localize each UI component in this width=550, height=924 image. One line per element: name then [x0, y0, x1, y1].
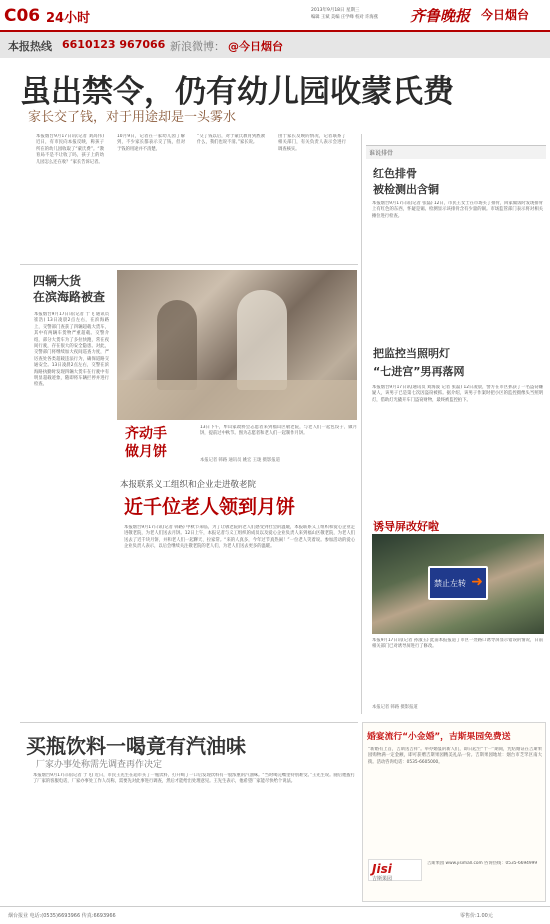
story-headline: 在滨海路被查: [33, 290, 106, 304]
lead-column-4: 由于家长反映的情况，记者联系了相关部门，有关负责人表示会进行调查核实。: [278, 134, 346, 152]
section-tag-label: 谁说排骨: [369, 150, 394, 157]
lead-column-3: “交了钱以后，对于蒙氏教育到底教什么，我们也说不清。”家长说。: [197, 134, 265, 146]
ad-body: “新婚有上首，吉斯送吉祥”。举办婚宴的新人们，即日起至“十一”期间，凭结婚证在吉斯果园购物满一定金额，即可获赠吉斯果园精美礼品一份。吉斯果园地址：烟台市芝罘区南大街。活动咨询电话：0535-6605000。: [368, 747, 542, 765]
story-headline: “七进宫”男再落网: [373, 365, 465, 378]
ad-title: 婚宴流行“小金婚”，吉斯果园免费送: [367, 732, 511, 742]
news-photo: [117, 270, 357, 420]
masthead: [0, 0, 550, 30]
story-body: 本报烟台9月17日讯(记者 于飞 通讯员 崔浩) 13日凌晨2点左右，在滨海路上，交警部门查获了四辆超载大货车，其中有两辆车货物严重超载。交警介绍，部分大货车为了多拉快跑，常在夜间行驶，存在很大的安全隐患。对此，交警部门将继续加大夜间巡查力度，严厉查处各类超载违法行为，确保道路交通安全。13日凌晨2点左右，交警在滨海路执勤时发现四辆大货车在行驶中有明显超载迹象，随即将车辆拦停并进行检查。: [34, 312, 109, 388]
weibo-handle: @今日烟台: [228, 40, 283, 53]
traffic-sign: [428, 566, 488, 600]
news-photo: [372, 534, 544, 634]
hotline-number: 6610123 967066: [62, 38, 166, 51]
story-headline: 红色排骨: [373, 167, 417, 180]
section-tag: [366, 145, 546, 159]
weibo-label: 新浪微博：: [170, 40, 225, 53]
story-body: 本报烟台9月17日讯(记者 于飞) 近日，市民王先生在超市买了一瓶饮料，打开喝了一口后发现饮料有一股浓重的汽油味。“当时喝完嘴里特别难受。”王先生说。随后他拨打了厂家的客服电话，厂家办事处工作人员称，需要先对此事进行调查，然后才能给出处理意见。王先生表示，他希望厂家能尽快给个说法。: [33, 773, 355, 785]
story-headline: 近千位老人领到月饼: [124, 496, 296, 518]
photo-figure: [237, 290, 287, 390]
story-body: 本报烟台9月17日讯(通讯员 刘海波 记者 张磊) 12日凌晨，警方在市区抓获了一名盗窃嫌疑人，该男子已是第七次因盗窃被抓。据介绍，该男子作案时把小区的监控摄像头当照明灯，借助灯光撬开车门盗窃财物，最终被监控拍下。: [372, 385, 543, 403]
story-body: 本报9月17日讯(记者 孙淑玉) 此前本报报道了市区一处路口诱导屏显示错误的情况，日前相关部门已对诱导屏进行了修改。: [372, 638, 543, 650]
date-line: 2013年9月18日 星期三: [311, 8, 360, 13]
divider: [20, 722, 358, 723]
photo-table: [117, 380, 357, 420]
lead-subhead: 家长交了钱，对于用途却是一头雾水: [28, 110, 237, 125]
footer-right: 零售价:1.00元: [460, 913, 493, 919]
story-headline: 买瓶饮料一喝竟有汽油味: [26, 734, 246, 758]
photo-caption: 13日下午，牟山家政协会志愿者来到福山区敬老院，与老人们一起包饺子、做月饼，提前过中秋节。图为志愿者和老人们一起制作月饼。: [200, 425, 357, 437]
ad-logo-text: Jisi: [372, 862, 392, 876]
story-kicker: 本报联系义工组织和企业走进敬老院: [120, 480, 257, 490]
traffic-sign-text: 禁止左转: [434, 579, 466, 588]
edition-name: 今日烟台: [481, 8, 530, 22]
footer-left: 烟台报业 电话:(0535)6693966 传真:6693966: [8, 913, 116, 919]
photo-caption-title: 齐动手 做月饼: [125, 426, 167, 460]
story-headline: 诱导屏改好啦: [373, 520, 439, 533]
hotline-label: 本报热线: [8, 40, 52, 53]
story-subhead: 厂家办事处称需先调查再作决定: [36, 760, 163, 770]
photo-credit: 本报记者 韩路 摄影报道: [372, 705, 418, 710]
divider: [20, 264, 358, 265]
lead-headline: 虽出禁令，仍有幼儿园收蒙氏费: [20, 74, 454, 110]
advertisement: [362, 722, 546, 902]
arrow-icon: ➜: [471, 574, 483, 590]
page-code: C06: [4, 6, 41, 26]
page-footer: [0, 906, 550, 924]
section-name: 24小时: [46, 11, 91, 26]
hotline-bar: [0, 32, 550, 58]
lead-column-2: 10月9日，记者在一家幼儿园了解到，不少家长都表示交了钱，但对于钱的用途并不清楚。: [117, 134, 185, 152]
ad-contact: 吉斯果园 www.jisimall.com 咨询热线：0535-6694999: [427, 861, 538, 866]
ad-logo: [368, 859, 422, 881]
lead-column-1: 本报烟台9月17日讯(记者 刘高伟) 近日，有市民向本报反映，称孩子所在的幼儿园收取了“蒙氏费”。“教育局不是不让收了吗，孩子上的幼儿园怎么还在收？”家长告诉记者。: [36, 134, 104, 165]
story-headline: 被检测出含铜: [373, 183, 439, 196]
divider: [361, 134, 362, 714]
photo-credit: 本报记者 韩路 通讯员 姚宏 王珑 摄影报道: [200, 458, 280, 463]
story-headline: 四辆大货: [33, 274, 82, 288]
story-headline: 把监控当照明灯: [373, 347, 450, 360]
story-body: 本报烟台9月17日讯(记者 韩路) 中秋节来临，为了让敬老院的老人们感受到社会的温暖，本报联系义工组织和爱心企业走进敬老院，为老人们送去月饼。12日上午，本报记者与义工组织的成员以及爱心企业负责人来到福山区敬老院，为老人们送去了近千块月饼，并和老人们一起聊天、拉家常。“来的人真多，今年过节真热闹！”一位老人笑着说。参加活动的爱心企业负责人表示，以后会继续关注敬老院的老人们，为老人们送去更多的温暖。: [124, 525, 355, 550]
story-body: 本报烟台9月17日讯(记者 张磊) 12日，市民王女士在市场买了排骨，回家做饭时发现排骨上有红色的东西，怀疑是铜。检测显示该排骨含有少量的铜。市场监管部门表示将对相关摊位进行检查。: [372, 201, 543, 219]
brand-name: 齐鲁晚报: [410, 7, 471, 25]
editor-line: 编辑 王斌 美编 庄学峰 校对 许海燕: [311, 15, 378, 20]
photo-figure: [157, 300, 197, 390]
ad-logo-sub: 吉斯果园: [372, 876, 393, 882]
